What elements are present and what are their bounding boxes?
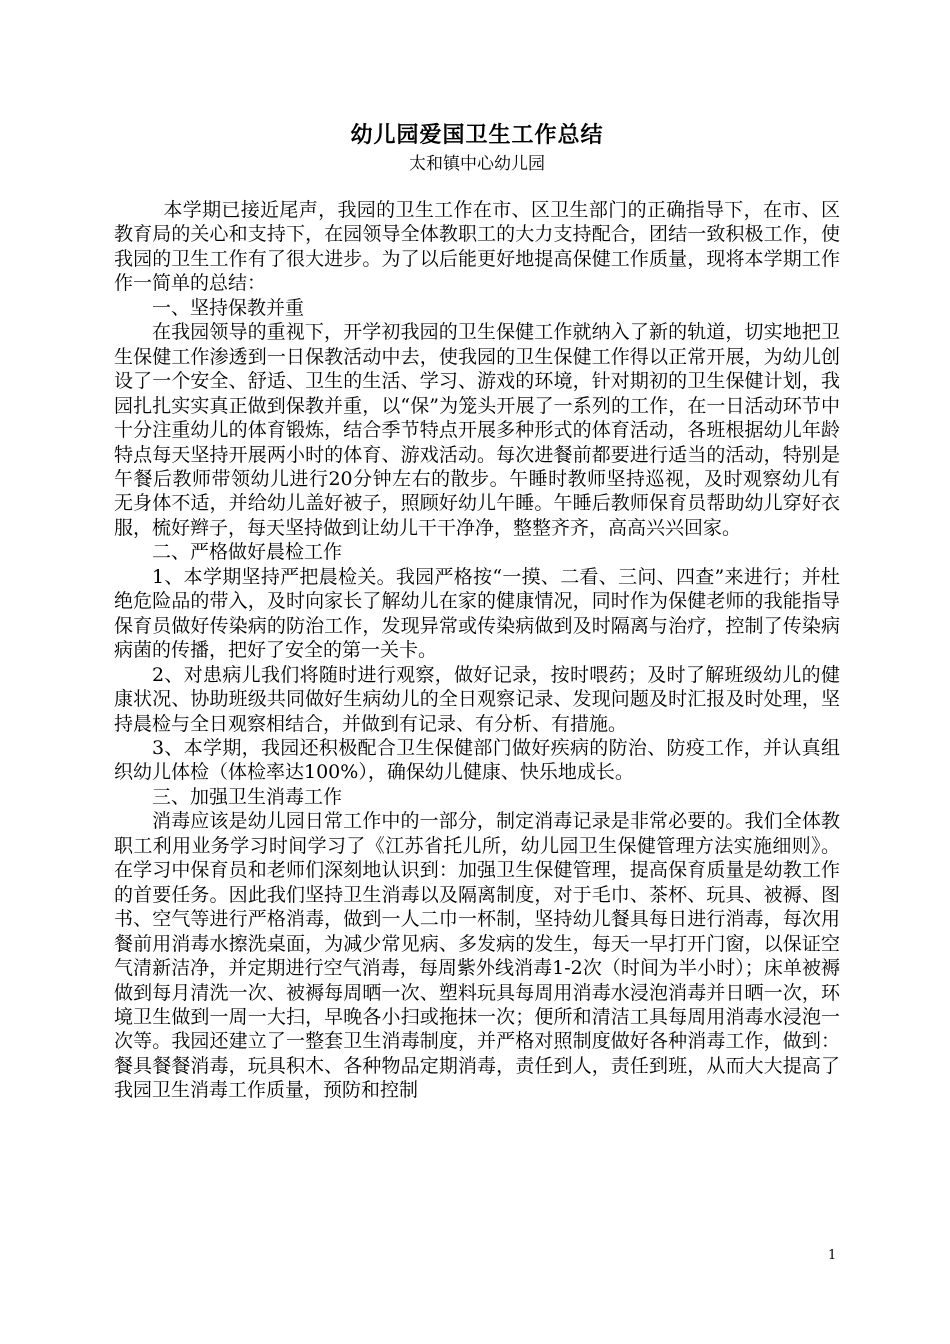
section-2-item-1: 1、本学期坚持严把晨检关。我园严格按“一摸、二看、三问、四查”来进行；并杜绝危险品的带入，及时向家长了解幼儿在家的健康情况，同时作为保健老师的我能指导保育员做好传染病的防治工作，发现异常或传染病做到及时隔离与治疗，控制了传染病病菌的传播，把好了安全的第一关卡。 — [114, 565, 840, 662]
section-heading-2: 二、严格做好晨检工作 — [152, 541, 343, 564]
section-heading-1: 一、坚持保教并重 — [152, 296, 305, 319]
intro-paragraph: 本学期已接近尾声，我园的卫生工作在市、区卫生部门的正确指导下，在市、区教育局的关心和支持下，在园领导全体教职工的大力支持配合，团结一致积极工作，使我园的卫生工作有了很大进步。为了以后能更好地提高保健工作质量，现将本学期工作作一简单的总结： — [114, 199, 840, 295]
document-page — [114, 118, 840, 1103]
section-2-item-3: 3、本学期，我园还积极配合卫生保健部门做好疾病的防治、防疫工作，并认真组织幼儿体检（体检率达100%），确保幼儿健康、快乐地成长。 — [114, 736, 840, 784]
page-number: 1 — [828, 1248, 837, 1263]
document-title: 幼儿园爱国卫生工作总结 — [350, 122, 604, 148]
section-2-item-2: 2、对患病儿我们将随时进行观察，做好记录，按时喂药；及时了解班级幼儿的健康状况、协助班级共同做好生病幼儿的全日观察记录、发现问题及时汇报及时处理，坚持晨检与全日观察相结合，并做到有记录、有分析、有措施。 — [114, 663, 840, 735]
section-3-paragraph: 消毒应该是幼儿园日常工作中的一部分，制定消毒记录是非常必要的。我们全体教职工利用业务学习时间学习了《江苏省托儿所，幼儿园卫生保健管理方法实施细则》。在学习中保育员和老师们深刻地认识到：加强卫生保健管理，提高保育质量是幼教工作的首要任务。因此我们坚持卫生消毒以及隔离制度，对于毛巾、茶杯、玩具、被褥、图书、空气等进行严格消毒，做到一人二巾一杯制，坚持幼儿餐具每日进行消毒，每次用餐前用消毒水擦洗桌面，为减少常见病、多发病的发生，每天一早打开门窗，以保证空气清新洁净，并定期进行空气消毒，每周紫外线消毒1-2次（时间为半小时）；床单被褥做到每月清洗一次、被褥每周晒一次、塑料玩具每周用消毒水浸泡消毒并日晒一次，环境卫生做到一周一大扫，早晚各小扫或拖抹一次；便所和清洁工具每周用消毒水浸泡一次等。我园还建立了一整套卫生消毒制度，并严格对照制度做好各种消毒工作，做到：餐具餐餐消毒，玩具积木、各种物品定期消毒，责任到人，责任到班，从而大大提高了我园卫生消毒工作质量，预防和控制 — [114, 810, 840, 1102]
section-heading-3: 三、加强卫生消毒工作 — [152, 785, 343, 808]
document-body — [114, 198, 840, 1103]
document-subtitle: 太和镇中心幼儿园 — [409, 154, 545, 174]
section-1-paragraph: 在我园领导的重视下，开学初我园的卫生保健工作就纳入了新的轨道，切实地把卫生保健工作渗透到一日保教活动中去，使我园的卫生保健工作得以正常开展，为幼儿创设了一个安全、舒适、卫生的生活、学习、游戏的环境，针对期初的卫生保健计划，我园扎扎实实真正做到保教并重，以“保”为笼头开展了一系列的工作，在一日活动环节中十分注重幼儿的体育锻炼，结合季节特点开展多种形式的体育活动，各班根据幼儿年龄特点每天坚持开展两小时的体育、游戏活动。每次进餐前都要进行适当的活动，特别是午餐后教师带领幼儿进行20分钟左右的散步。午睡时教师坚持巡视，及时观察幼儿有无身体不适，并给幼儿盖好被子，照顾好幼儿午睡。午睡后教师保育员帮助幼儿穿好衣服，梳好辫子，每天坚持做到让幼儿干干净净，整整齐齐，高高兴兴回家。 — [114, 321, 840, 539]
